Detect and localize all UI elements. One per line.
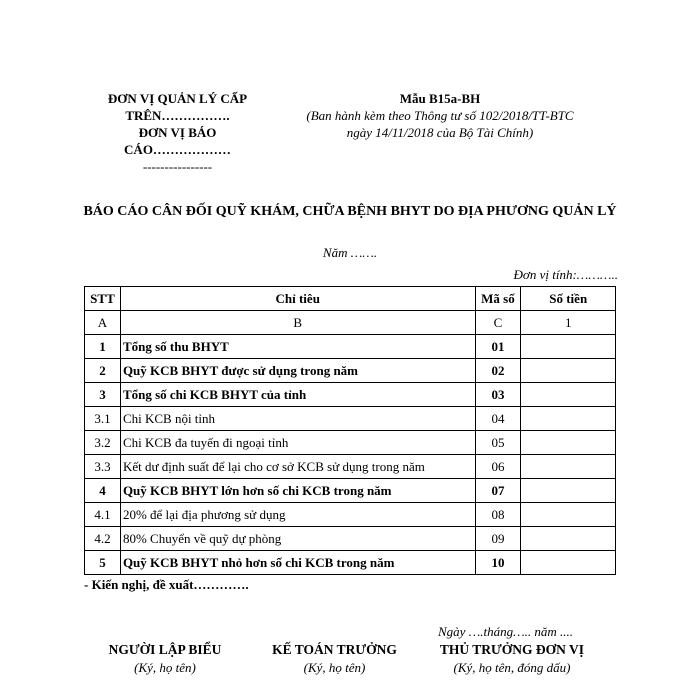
row-code: 09	[475, 527, 521, 551]
table-row	[85, 383, 616, 407]
row-stt: 3.3	[85, 455, 121, 479]
row-code: 04	[475, 407, 521, 431]
signature-role: THỦ TRƯỞNG ĐƠN VỊ	[439, 642, 585, 657]
row-amount	[521, 407, 616, 431]
row-code: 05	[475, 431, 521, 455]
table-row	[85, 359, 616, 383]
row-amount	[521, 455, 616, 479]
row-indicator: Quỹ KCB BHYT lớn hơn số chi KCB trong năm	[120, 479, 475, 503]
form-info-block	[280, 90, 600, 141]
row-indicator: Chi KCB nội tỉnh	[120, 407, 475, 431]
subheader-c: C	[475, 311, 521, 335]
row-indicator: 20% để lại địa phương sử dụng	[120, 503, 475, 527]
subheader-a: A	[85, 311, 121, 335]
row-stt: 2	[85, 359, 121, 383]
row-stt: 4.2	[85, 527, 121, 551]
balance-table	[84, 286, 616, 575]
row-code: 01	[475, 335, 521, 359]
row-indicator: Quỹ KCB BHYT được sử dụng trong năm	[120, 359, 475, 383]
header-indicator: Chỉ tiêu	[120, 287, 475, 311]
row-amount	[521, 383, 616, 407]
parent-unit-label: ĐƠN VỊ QUẢN LÝ CẤP	[107, 91, 248, 106]
row-code: 10	[475, 551, 521, 575]
row-indicator: Chi KCB đa tuyến đi ngoại tỉnh	[120, 431, 475, 455]
report-title: BÁO CÁO CÂN ĐỐI QUỸ KHÁM, CHỮA BỆNH BHYT DO ĐỊA PHƯƠNG QUẢN LÝ	[83, 204, 617, 219]
table-row	[85, 527, 616, 551]
parent-unit-value: TRÊN…………….	[125, 108, 230, 123]
reporting-unit-value: CÁO………………	[124, 142, 231, 157]
row-stt: 3.2	[85, 431, 121, 455]
row-indicator: 80% Chuyển về quỹ dự phòng	[120, 527, 475, 551]
row-amount	[521, 551, 616, 575]
row-indicator: Tổng số thu BHYT	[120, 335, 475, 359]
row-amount	[521, 335, 616, 359]
row-stt: 3	[85, 383, 121, 407]
row-code: 08	[475, 503, 521, 527]
report-year: Năm …….	[322, 245, 378, 260]
row-indicator: Quỹ KCB BHYT nhỏ hơn số chi KCB trong năm	[120, 551, 475, 575]
signing-date: Ngày ….tháng….. năm ....	[438, 624, 574, 639]
table-row	[85, 407, 616, 431]
row-indicator: Kết dư định suất để lại cho cơ sở KCB sử dụng trong năm	[120, 455, 475, 479]
signature-preparer	[95, 641, 235, 677]
signature-note: (Ký, họ tên, đóng dấu)	[453, 660, 571, 675]
reporting-unit-label: ĐƠN VỊ BÁO	[138, 125, 217, 140]
row-amount	[521, 527, 616, 551]
row-stt: 3.1	[85, 407, 121, 431]
table-row	[85, 503, 616, 527]
table-subheader-row	[85, 311, 616, 335]
table-header-row	[85, 287, 616, 311]
unit-of-measure: Đơn vị tính:………..	[513, 267, 618, 282]
signature-note: (Ký, họ tên)	[303, 660, 366, 675]
row-code: 06	[475, 455, 521, 479]
row-stt: 4	[85, 479, 121, 503]
row-amount	[521, 359, 616, 383]
subheader-b: B	[120, 311, 475, 335]
signature-chief-accountant	[262, 641, 407, 677]
row-amount	[521, 431, 616, 455]
table-row	[85, 479, 616, 503]
issued-note-line2: ngày 14/11/2018 của Bộ Tài Chính)	[346, 125, 534, 140]
proposal-line: - Kiến nghị, đề xuất………….	[84, 577, 249, 592]
form-code: Mẫu B15a-BH	[399, 91, 481, 106]
header-code: Mã số	[475, 287, 521, 311]
row-stt: 4.1	[85, 503, 121, 527]
table-row	[85, 335, 616, 359]
signature-role: NGƯỜI LẬP BIỂU	[108, 642, 222, 657]
header-divider: ----------------	[142, 159, 213, 174]
signature-head-of-unit	[432, 641, 592, 677]
table-row	[85, 455, 616, 479]
header-stt: STT	[85, 287, 121, 311]
row-code: 02	[475, 359, 521, 383]
table-row	[85, 551, 616, 575]
table-row	[85, 431, 616, 455]
row-code: 03	[475, 383, 521, 407]
subheader-1: 1	[521, 311, 616, 335]
row-amount	[521, 503, 616, 527]
row-code: 07	[475, 479, 521, 503]
signature-role: KẾ TOÁN TRƯỞNG	[272, 642, 397, 657]
row-amount	[521, 479, 616, 503]
header-amount: Số tiền	[521, 287, 616, 311]
issued-note-line1: (Ban hành kèm theo Thông tư số 102/2018/TT-BTC	[306, 108, 574, 123]
row-indicator: Tổng số chi KCB BHYT của tỉnh	[120, 383, 475, 407]
row-stt: 5	[85, 551, 121, 575]
signature-note: (Ký, họ tên)	[134, 660, 196, 675]
row-stt: 1	[85, 335, 121, 359]
issuing-unit-block	[95, 90, 260, 175]
